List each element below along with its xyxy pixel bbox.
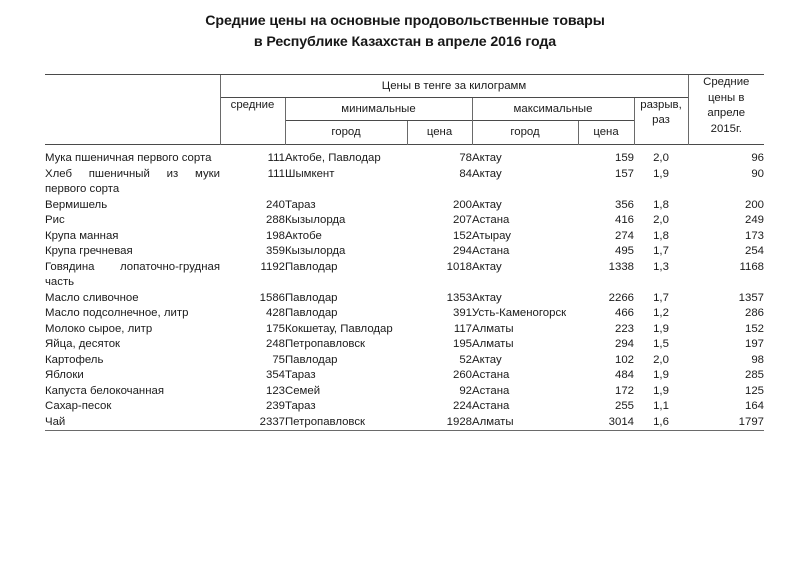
product-name-text: Мука пшеничная первого сорта (45, 152, 212, 164)
cell-average-price: 428 (265, 307, 285, 319)
cell-max-city: Актау (472, 260, 502, 273)
product-name-text: Сахар-песок (45, 400, 112, 412)
header-min-city: город (285, 121, 407, 145)
cell-max-price: 495 (614, 245, 634, 257)
cell-average-price: 198 (265, 229, 285, 242)
cell-ratio: 1,9 (653, 167, 669, 180)
cell-product-name (45, 384, 220, 400)
price-table-container (45, 74, 764, 431)
cell-min-price: 294 (452, 245, 472, 257)
cell-april-2015-price: 249 (744, 214, 764, 226)
cell-min-price: 1353 (446, 291, 472, 304)
cell-product-name (45, 167, 220, 198)
cell-max-price: 416 (614, 214, 634, 226)
cell-min-price: 224 (452, 400, 472, 412)
product-name-text: Картофель (45, 353, 104, 366)
cell-max-price: 274 (614, 229, 634, 242)
cell-april-2015-price: 164 (744, 400, 764, 412)
cell-min-price: 84 (459, 167, 472, 180)
cell-ratio: 2,0 (653, 214, 669, 226)
cell-min-city: Шымкент (285, 167, 335, 180)
cell-min-city: Тараз (285, 198, 316, 211)
cell-product-name (45, 260, 220, 291)
cell-product-name (45, 213, 220, 229)
cell-april-2015-price: 200 (744, 198, 764, 211)
table-row (45, 260, 764, 291)
cell-min-price: 391 (452, 307, 472, 319)
cell-max-price: 172 (614, 384, 634, 397)
cell-min-price: 78 (407, 145, 472, 167)
cell-april-2015-price: 96 (688, 145, 764, 167)
table-row (45, 384, 764, 400)
table-row (45, 145, 764, 167)
cell-max-city: Актау (472, 145, 578, 167)
cell-max-price: 223 (614, 322, 634, 335)
title-line-1: Средние цены на основные продовольственные товары (205, 13, 605, 29)
cell-average-price: 75 (272, 353, 285, 366)
price-table (45, 74, 764, 431)
cell-min-price: 92 (459, 384, 472, 397)
header-row-group (45, 75, 764, 98)
cell-product-name (45, 337, 220, 353)
cell-max-city: Астана (472, 369, 510, 381)
cell-product-name (45, 244, 220, 260)
product-name-text: Хлеб пшеничный из муки первого сорта (45, 167, 220, 195)
cell-max-price: 466 (614, 307, 634, 319)
cell-ratio: 1,1 (653, 400, 669, 412)
header-maximum-group: максимальные (472, 98, 634, 121)
cell-average-price: 1586 (259, 291, 285, 304)
cell-min-city: Семей (285, 384, 321, 397)
cell-max-price: 484 (614, 369, 634, 381)
header-min-price: цена (407, 121, 472, 145)
header-group-prices: Цены в тенге за килограмм (220, 75, 688, 98)
cell-min-city: Тараз (285, 400, 316, 412)
cell-ratio: 1,7 (653, 245, 669, 257)
title-line-2: в Республике Казахстан в апреле 2016 года (253, 34, 557, 50)
cell-min-city: Павлодар (285, 260, 338, 273)
cell-min-city: Петропавловск (285, 338, 366, 350)
cell-product-name (45, 291, 220, 307)
cell-max-city: Алматы (472, 322, 514, 335)
cell-max-city: Астана (472, 384, 510, 397)
table-row (45, 368, 764, 384)
document-title (0, 11, 810, 53)
cell-average-price: 354 (265, 369, 285, 381)
cell-april-2015-price: 1168 (739, 260, 764, 273)
cell-average-price: 111 (267, 167, 285, 180)
table-row (45, 337, 764, 353)
cell-min-city: Кызылорда (285, 245, 346, 257)
cell-max-price: 1338 (608, 260, 634, 273)
table-header (45, 75, 764, 145)
cell-min-city: Тараз (285, 369, 316, 381)
product-name-text: Чай (45, 415, 66, 428)
cell-max-city: Актау (472, 353, 502, 366)
cell-product-name (45, 198, 220, 214)
cell-april-2015-price: 285 (744, 369, 764, 381)
table-row (45, 244, 764, 260)
cell-max-city: Актау (472, 198, 502, 211)
cell-min-city: Актобе (285, 229, 322, 242)
cell-max-city: Астана (472, 245, 510, 257)
product-name-text: Капуста белокочанная (45, 384, 165, 397)
cell-max-price: 356 (614, 198, 634, 211)
header-last-line-1: Средние (703, 76, 750, 88)
cell-product-name (45, 145, 220, 167)
cell-min-city: Кызылорда (285, 214, 346, 226)
cell-ratio: 1,9 (653, 369, 669, 381)
product-name-text: Крупа гречневая (45, 245, 133, 257)
table-row (45, 291, 764, 307)
cell-min-price: 260 (452, 369, 472, 381)
cell-ratio: 1,9 (653, 384, 669, 397)
product-name-text: Масло сливочное (45, 291, 139, 304)
cell-product-name (45, 399, 220, 415)
header-average: средние (220, 98, 285, 145)
table-body (45, 145, 764, 431)
cell-ratio: 2,0 (634, 145, 688, 167)
cell-max-price: 157 (614, 167, 634, 180)
cell-max-city: Астана (472, 214, 510, 226)
cell-ratio: 2,0 (653, 353, 669, 366)
product-name-text: Говядина лопаточно-грудная часть (45, 260, 220, 288)
cell-average-price: 288 (265, 214, 285, 226)
header-last-line-2: цены в (708, 91, 745, 104)
cell-average-price: 1192 (260, 260, 285, 273)
cell-product-name (45, 306, 220, 322)
header-minimum-group: минимальные (285, 98, 472, 121)
cell-april-2015-price: 173 (744, 229, 764, 242)
cell-min-price: 1928 (407, 415, 472, 431)
product-name-text: Яйца, десяток (45, 338, 121, 350)
table-row (45, 322, 764, 338)
cell-max-price: 2266 (608, 291, 634, 304)
header-avg-april-2015 (688, 75, 764, 145)
cell-average-price: 240 (265, 198, 285, 211)
cell-min-price: 200 (452, 198, 472, 211)
cell-min-city: Актобе, Павлодар (285, 145, 407, 167)
header-ratio-line-1: разрыв, (640, 99, 682, 111)
header-ratio (634, 98, 688, 145)
cell-min-city: Павлодар (285, 353, 338, 366)
cell-average-price: 359 (265, 245, 285, 257)
cell-ratio: 1,8 (653, 229, 669, 242)
cell-product-name (45, 353, 220, 369)
cell-april-2015-price: 98 (751, 353, 764, 366)
cell-min-price: 117 (453, 322, 472, 335)
product-name-text: Вермишель (45, 198, 108, 211)
cell-min-city: Кокшетау, Павлодар (285, 322, 393, 335)
cell-april-2015-price: 90 (751, 167, 764, 180)
cell-april-2015-price: 254 (744, 245, 764, 257)
product-name-text: Масло подсолнечное, литр (45, 307, 189, 319)
cell-min-price: 52 (459, 353, 472, 366)
cell-max-city: Атырау (472, 229, 511, 242)
cell-ratio: 1,7 (653, 291, 669, 304)
header-last-line-3: апреле (707, 107, 746, 119)
cell-max-price: 294 (614, 338, 634, 350)
cell-product-name (45, 229, 220, 245)
cell-april-2015-price: 286 (744, 307, 764, 319)
cell-min-price: 152 (452, 229, 472, 242)
cell-april-2015-price: 152 (744, 322, 764, 335)
header-ratio-line-2: раз (652, 114, 670, 126)
cell-ratio: 1,5 (653, 338, 669, 350)
table-row (45, 415, 764, 431)
cell-max-city: Усть-Каменогорск (472, 307, 567, 319)
cell-average-price: 239 (265, 400, 285, 412)
cell-max-city: Астана (472, 400, 510, 412)
header-max-price: цена (578, 121, 634, 145)
table-row (45, 167, 764, 198)
cell-april-2015-price: 197 (744, 338, 764, 350)
cell-min-city: Павлодар (285, 291, 338, 304)
cell-average-price: 2337 (220, 415, 285, 431)
cell-ratio: 1,8 (653, 198, 669, 211)
cell-ratio: 1,2 (653, 307, 669, 319)
cell-min-price: 1018 (446, 260, 472, 273)
cell-min-city: Павлодар (285, 307, 338, 319)
cell-max-city: Алматы (472, 338, 514, 350)
table-row (45, 198, 764, 214)
cell-april-2015-price: 1357 (738, 291, 764, 304)
cell-average-price: 175 (265, 322, 285, 335)
cell-max-city: Актау (472, 167, 502, 180)
table-row (45, 353, 764, 369)
cell-max-price: 159 (578, 145, 634, 167)
cell-product-name (45, 415, 220, 431)
cell-product-name (45, 322, 220, 338)
header-max-city: город (472, 121, 578, 145)
cell-average-price: 248 (265, 338, 285, 350)
table-row (45, 399, 764, 415)
header-last-line-4: 2015г. (710, 122, 742, 135)
product-name-text: Рис (45, 214, 65, 226)
product-name-text: Яблоки (45, 369, 84, 381)
cell-max-price: 255 (614, 400, 634, 412)
cell-max-price: 3014 (578, 415, 634, 431)
cell-min-price: 195 (452, 338, 472, 350)
cell-april-2015-price: 1797 (688, 415, 764, 431)
cell-min-price: 207 (452, 214, 472, 226)
cell-april-2015-price: 125 (744, 384, 764, 397)
cell-max-city: Алматы (472, 415, 578, 431)
cell-max-price: 102 (614, 353, 634, 366)
product-name-text: Крупа манная (45, 229, 119, 242)
cell-max-city: Актау (472, 291, 502, 304)
table-row (45, 306, 764, 322)
table-row (45, 213, 764, 229)
cell-min-city: Петропавловск (285, 415, 407, 431)
cell-ratio: 1,9 (653, 322, 669, 335)
cell-ratio: 1,3 (653, 260, 669, 273)
header-corner-blank (45, 75, 220, 145)
cell-average-price: 111 (220, 145, 285, 167)
cell-ratio: 1,6 (634, 415, 688, 431)
product-name-text: Молоко сырое, литр (45, 322, 153, 335)
cell-average-price: 123 (265, 384, 285, 397)
table-row (45, 229, 764, 245)
cell-product-name (45, 368, 220, 384)
